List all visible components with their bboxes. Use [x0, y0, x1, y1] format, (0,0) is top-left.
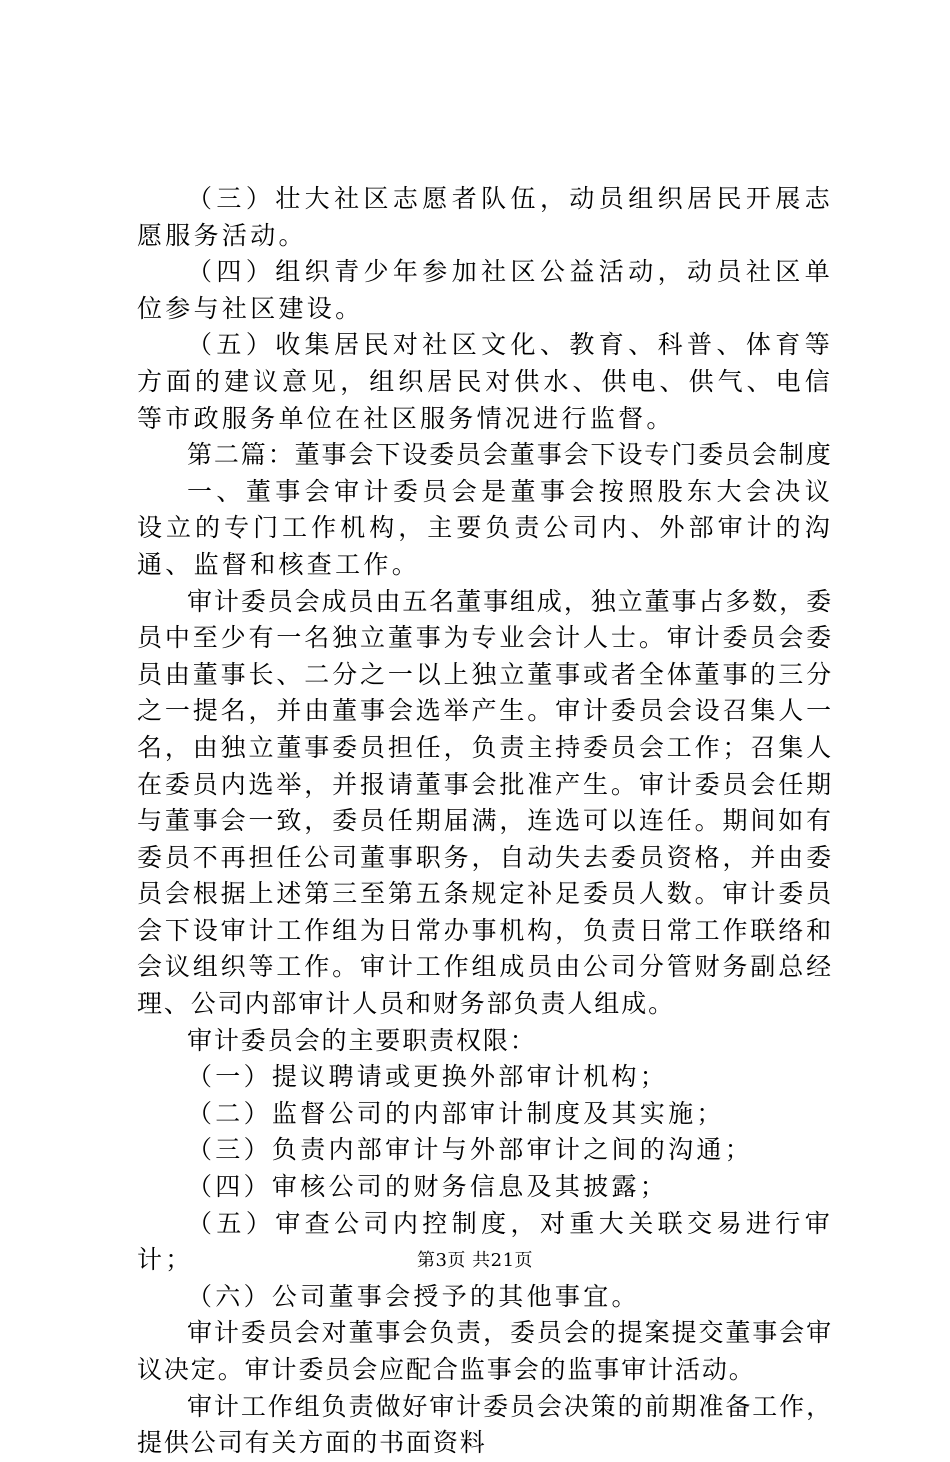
paragraph: 审计委员会成员由五名董事组成，独立董事占多数，委员中至少有一名独立董事为专业会计人士。审计委员会委员由董事长、二分之一以上独立董事或者全体董事的三分之一提名，并由董事会选举产生。审计委员会设召集人一名，由独立董事委员担任，负责主持委员会工作；召集人在委员内选举，并报请董事会批准产生。审计委员会任期与董事会一致，委员任期届满，连选可以连任。期间如有委员不再担任公司董事职务，自动失去委员资格，并由委员会根据上述第三至第五条规定补足委员人数。审计委员会下设审计工作组为日常办事机构，负责日常工作联络和会议组织等工作。审计工作组成员由公司分管财务副总经理、公司内部审计人员和财务部负责人组成。	[137, 586, 833, 1019]
paragraph: （五）收集居民对社区文化、教育、科普、体育等方面的建议意见，组织居民对供水、供电、供气、电信等市政服务单位在社区服务情况进行监督。	[137, 330, 833, 433]
list-item: （二）监督公司的内部审计制度及其实施；	[187, 1098, 725, 1128]
paragraph: 审计委员会的主要职责权限：	[187, 1025, 537, 1055]
page-number-footer: 第3页 共21页	[416, 1250, 534, 1271]
list-item: （四）审核公司的财务信息及其披露；	[187, 1172, 669, 1202]
paragraph: 审计委员会对董事会负责，委员会的提案提交董事会审议决定。审计委员会应配合监事会的监事审计活动。	[137, 1318, 833, 1384]
list-item: （三）负责内部审计与外部审计之间的沟通；	[187, 1135, 754, 1165]
paragraph: 审计工作组负责做好审计委员会决策的前期准备工作，提供公司有关方面的书面资料	[137, 1391, 833, 1458]
paragraph: 一、董事会审计委员会是董事会按照股东大会决议设立的专门工作机构，主要负责公司内、外部审计的沟通、监督和核查工作。	[137, 476, 833, 579]
list-item: （一）提议聘请或更换外部审计机构；	[187, 1062, 669, 1092]
list-item: （五）审查公司内控制度，对重大关联交易进行审计；	[137, 1208, 833, 1275]
paragraph: （四）组织青少年参加社区公益活动，动员社区单位参与社区建设。	[137, 257, 833, 323]
paragraph: （三）壮大社区志愿者队伍，动员组织居民开展志愿服务活动。	[137, 184, 833, 250]
section-heading: 第二篇：董事会下设委员会董事会下设专门委员会制度	[187, 440, 833, 470]
list-item: （六）公司董事会授予的其他事宜。	[187, 1281, 640, 1311]
